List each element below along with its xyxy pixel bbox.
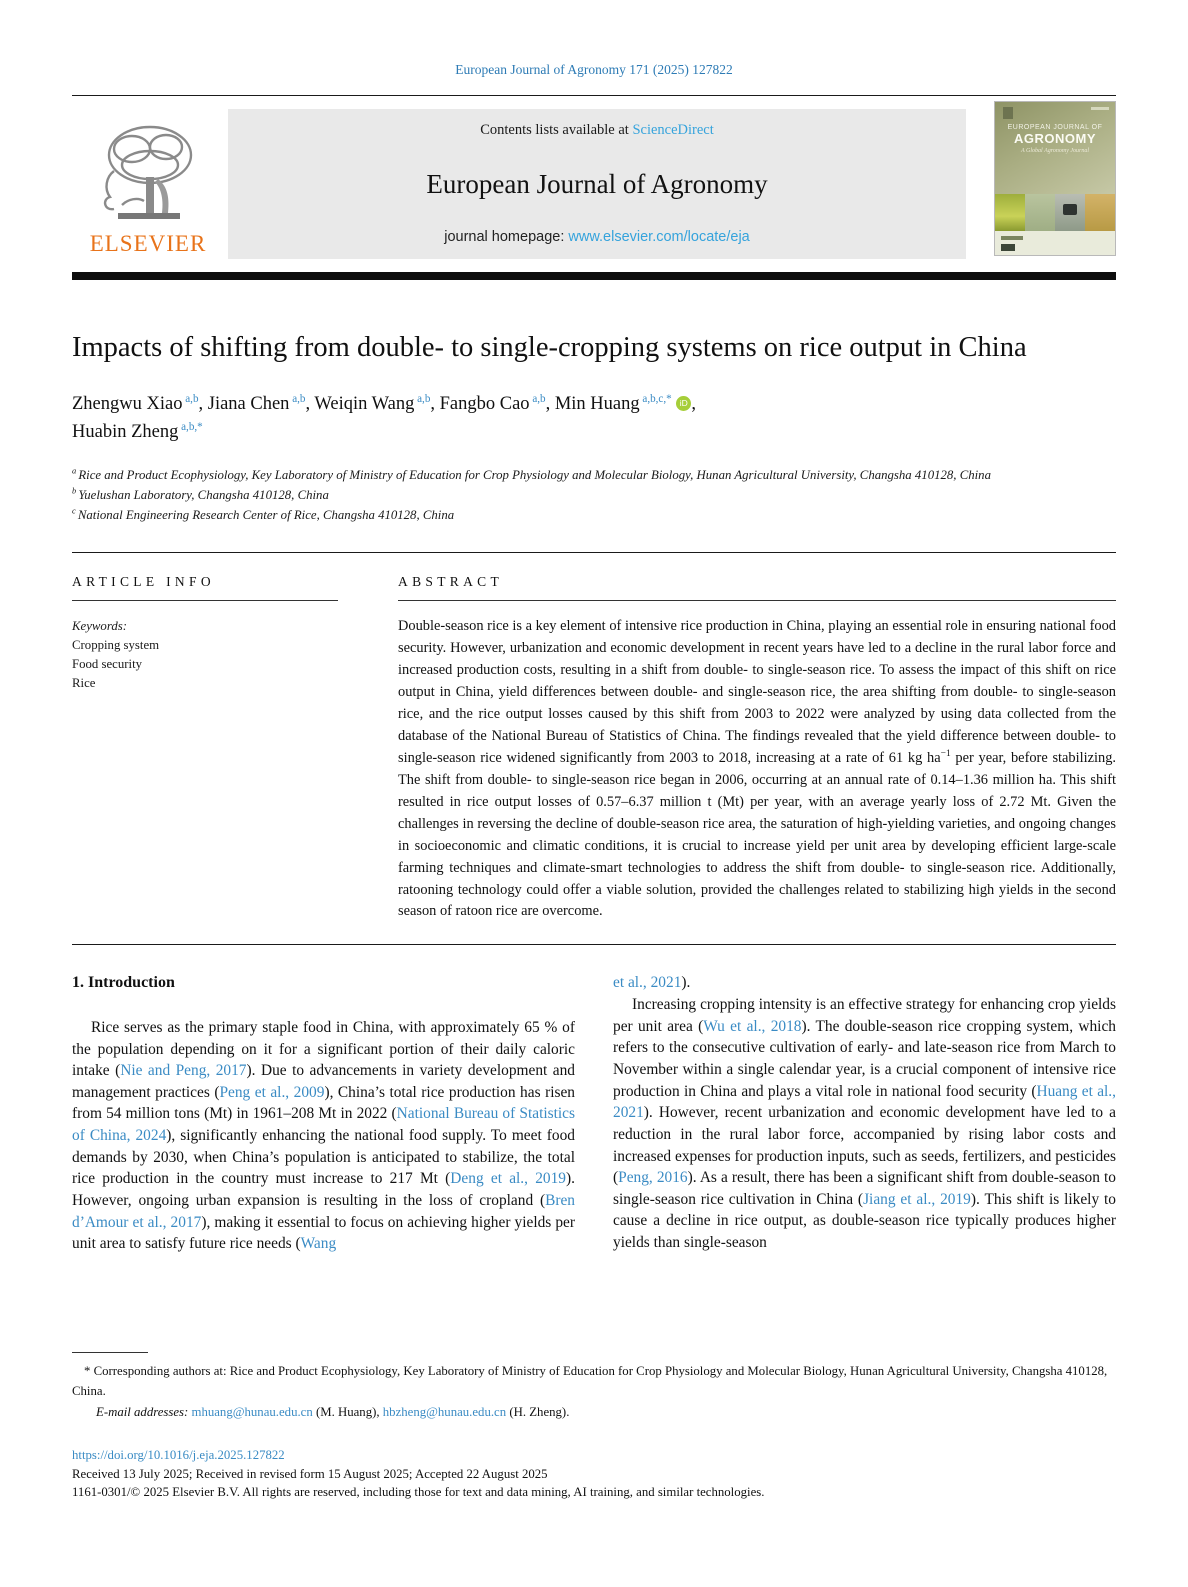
received-dates-line: Received 13 July 2025; Received in revised form 15 August 2025; Accepted 22 August 2025 <box>72 1467 548 1482</box>
elsevier-tree-icon <box>92 119 204 231</box>
keyword-item: Food security <box>72 657 143 672</box>
cover-society-mark <box>1001 236 1023 240</box>
doi-line <box>72 1448 1116 1463</box>
cover-photo-strip <box>995 194 1115 231</box>
article-info-heading: ARTICLE INFO <box>72 573 215 589</box>
intro-right-column <box>613 972 1116 1255</box>
cover-top <box>995 102 1115 194</box>
journal-citation-header: European Journal of Agronomy 171 (2025) 127822 <box>455 62 733 77</box>
cover-publisher-mark-icon <box>1003 107 1013 119</box>
intro-paragraph-2: Increasing cropping intensity is an effective strategy for enhancing crop yields per unit area (Wu et al., 2018). The double-season rice cropping system, which refers to the consecutive cultivation of early- and late-season rice from March to November within a single calendar year, is a crucial component of intensive rice production in China and plays a vital role in national food security (Huang et al., 2021). However, recent urbanization and economic development have led to a reduction in the rural labor force, accompanied by rising labor costs and increased expenses for production inputs, such as seeds, fertilizers, and pesticides (Peng, 2016). As a result, there has been a significant shift from double-season to single-season rice cultivation in China (Jiang et al., 2019). This shift is likely to cause a decline in rice output, as double-season rice typically produces higher yields than single-season <box>613 996 1116 1252</box>
affiliation-a: $^a$ Rice and Product Ecophysiology, Key Laboratory of Ministry of Education for Crop Physiology and Molecular Biology, Hunan Agricultural University, Changsha 410128, China <box>72 466 991 483</box>
journal-header-band <box>72 109 1116 259</box>
abstract-underline <box>398 600 1116 601</box>
abstract-column <box>398 574 1116 924</box>
introduction-heading: 1. Introduction <box>72 974 175 992</box>
sciencedirect-link[interactable]: ScienceDirect <box>632 122 714 138</box>
top-rule <box>72 95 1116 96</box>
intro-paragraph-1: Rice serves as the primary staple food in China, with approximately 65 % of the population depending on it for a significant portion of their daily caloric intake (Nie and Peng, 2017). Due to advancements in variety development and management practices (Peng et al., 2009), China’s total rice production has risen from 54 million tons (Mt) in 1961–208 Mt in 2022 (National Bureau of Statistics of China, 2024), significantly enhancing the national food supply. To meet food demands by 2030, when China’s population is anticipated to stabilize, the total rice production in the country must increase to 217 Mt (Deng et al., 2019). However, ongoing urban expansion is resulting in the loss of cropland (Bren d’Amour et al., 2017), making it essential to focus on achieving higher yields per unit area to satisfy future rice needs (Wang <box>72 1018 576 1253</box>
affiliations <box>72 466 1116 525</box>
doi-link[interactable]: https://doi.org/10.1016/j.eja.2025.127822 <box>72 1448 285 1463</box>
journal-masthead <box>228 109 966 259</box>
journal-cover-thumbnail[interactable] <box>994 101 1116 256</box>
cover-bottom <box>995 231 1115 255</box>
cover-photo-flowers <box>995 194 1025 231</box>
corresponding-author-note: * Corresponding authors at: Rice and Product Ecophysiology, Key Laboratory of Ministry of Education for Crop Physiology and Molecular Biology, Hunan Agricultural University, Changsha 410128, China. <box>72 1364 1108 1398</box>
article-info-column <box>72 574 338 924</box>
introduction-columns <box>72 972 1116 1255</box>
header-divider-bar <box>72 272 1116 280</box>
cover-photo-wheat <box>1085 194 1115 231</box>
footnote-block <box>72 1362 1116 1422</box>
homepage-link[interactable]: www.elsevier.com/locate/eja <box>568 229 750 245</box>
contents-line <box>480 122 714 139</box>
journal-title: European Journal of Agronomy <box>426 168 768 199</box>
intro-paragraph-1-continued: et al., 2021). <box>613 974 691 992</box>
article-title: Impacts of shifting from double- to single-cropping systems on rice output in China <box>72 332 1027 363</box>
info-abstract-row <box>72 574 1116 924</box>
section-rule-top <box>72 552 1116 553</box>
abstract-text: Double-season rice is a key element of intensive rice production in China, playing an essential role in ensuring national food security. However, urbanization and economic development in recent years have led to a decline in the rural labor force and increased production costs, resulting in a shift from double- to single-season rice. To assess the impact of this shift on rice output in China, yield differences between double- and single-season rice, the area shifting from double- to single-season rice, and the rice output losses caused by this shift from 2003 to 2022 were analyzed by using data collected from the database of the National Bureau of Statistics of China. The findings revealed that the yield difference between double- to single-season rice widened significantly from 2003 to 2018, increasing at a rate of 61 kg $ha^{-1}$ per year, before stabilizing. The shift from double- to single-season rice began in 2006, occurring at an annual rate of 0.14–1.36 million ha. This shift resulted in rice output losses of 0.57–6.37 million t (Mt) per year, with an average yearly loss of 2.72 Mt. Given the challenges in reversing the decline of double-season rice area, the saturation of high-yielding varieties, and ongoing changes in socioeconomic and climatic conditions, it is crucial to increase yield per unit area by developing efficient large-scale farming techniques and climate-smart technologies to address the shift from double- to single-season rice. Additionally, ratooning technology could offer a viable solution, provided the challenges related to stabilizing high yields in the second season of ratoon rice are overcome. <box>398 617 1116 920</box>
cover-title-line1: EUROPEAN JOURNAL OF <box>1007 124 1103 131</box>
keyword-item: Rice <box>72 676 96 691</box>
journal-cover-wrap <box>982 109 1116 259</box>
keywords-label: Keywords: <box>72 618 127 633</box>
elsevier-wordmark: ELSEVIER <box>89 231 207 256</box>
intro-left-column <box>72 972 575 1255</box>
cover-publisher-logo <box>1001 244 1015 251</box>
affiliation-c: $^c$ National Engineering Research Center of Rice, Changsha 410128, China <box>72 505 455 523</box>
cover-title-line2: AGRONOMY <box>1014 131 1096 146</box>
footnote-rule <box>72 1352 148 1353</box>
cover-photo-field <box>1025 194 1055 231</box>
page-footer <box>72 1352 1116 1500</box>
keywords-block <box>72 617 338 694</box>
email-addresses-line: E-mail addresses: mhuang@hunau.edu.cn (M. Huang), hbzheng@hunau.edu.cn (H. Zheng). <box>96 1404 570 1419</box>
author-list: Zhengwu Xiao $^{a,b}$, Jiana Chen $^{a,b}$, Weiqin Wang $^{a,b}$, Fangbo Cao $^{a,b}$, Min Huang $^{a,b,c,*}$ iD , Huabin Zheng $^{a,b,*}$ <box>72 392 696 442</box>
homepage-line <box>444 229 749 245</box>
abstract-heading: ABSTRACT <box>398 573 504 589</box>
cover-subtitle: A Global Agronomy Journal <box>1020 148 1090 154</box>
cover-issn-mark <box>1091 107 1109 110</box>
tractor-icon <box>1063 204 1077 215</box>
homepage-prefix: journal homepage: <box>444 229 569 245</box>
contents-prefix: Contents lists available at <box>480 122 633 138</box>
elsevier-logo[interactable] <box>72 109 224 259</box>
keyword-item: Cropping system <box>72 638 160 653</box>
article-info-underline <box>72 600 338 601</box>
copyright-line: 1161-0301/© 2025 Elsevier B.V. All rights are reserved, including those for text and data mining, AI training, and similar technologies. <box>72 1485 765 1500</box>
section-rule-bottom <box>72 944 1116 945</box>
affiliation-b: $^b$ Yuelushan Laboratory, Changsha 410128, China <box>72 485 329 503</box>
cover-photo-tractor <box>1055 194 1085 231</box>
